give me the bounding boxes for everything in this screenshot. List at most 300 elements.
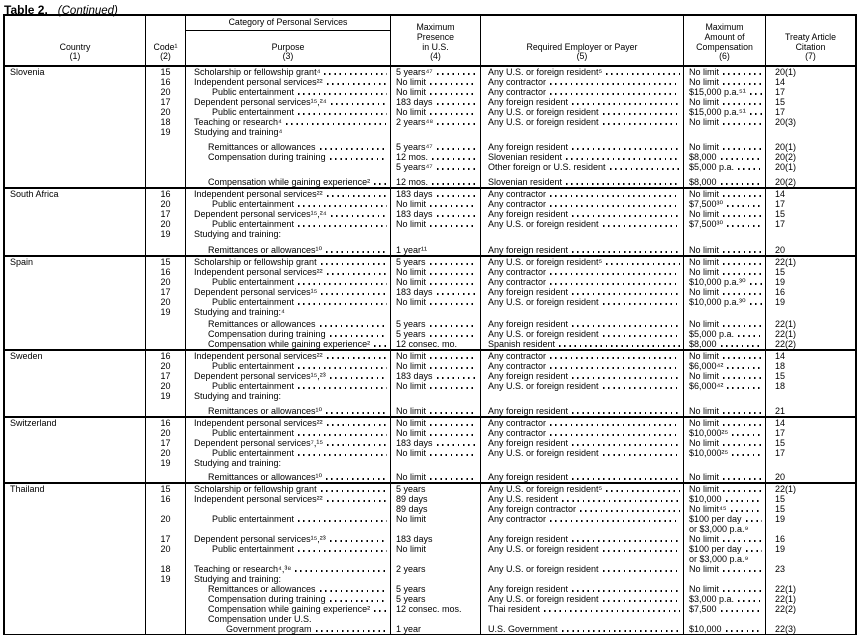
compensation-cell bbox=[683, 87, 765, 97]
table-row bbox=[5, 438, 855, 448]
presence-cell bbox=[390, 371, 480, 381]
cell-text: 20 bbox=[160, 87, 171, 97]
cell-text: 20 bbox=[160, 297, 171, 307]
section-south-africa bbox=[5, 187, 855, 255]
cell-text: $10,000 bbox=[689, 494, 722, 504]
payer-cell bbox=[480, 624, 683, 634]
cell-text: Any contractor bbox=[488, 267, 547, 277]
presence-cell bbox=[390, 257, 480, 267]
dot-leader bbox=[723, 444, 762, 445]
presence-cell bbox=[390, 624, 480, 634]
cell-text: 19 bbox=[160, 458, 171, 468]
citation-cell bbox=[765, 514, 855, 524]
cell-text: 12 consec. mos. bbox=[396, 604, 462, 614]
dot-leader bbox=[430, 303, 477, 304]
cell-text: No limit bbox=[396, 381, 427, 391]
presence-cell bbox=[390, 177, 480, 187]
citation-cell bbox=[765, 277, 855, 287]
dot-leader bbox=[330, 158, 387, 159]
cell-text: No limit bbox=[396, 77, 427, 87]
purpose-cell bbox=[185, 514, 390, 524]
code-cell bbox=[145, 574, 185, 584]
table-row bbox=[5, 329, 855, 339]
country-cell bbox=[5, 329, 145, 339]
table-title bbox=[0, 0, 859, 17]
table-title-prefix: Table 2. bbox=[4, 3, 48, 17]
citation-cell bbox=[765, 554, 855, 564]
cell-text: No limit bbox=[689, 97, 720, 107]
cell-text: No limit bbox=[689, 418, 720, 428]
header-presence bbox=[390, 16, 480, 65]
cell-text: 22(2) bbox=[775, 604, 797, 614]
country-cell bbox=[5, 142, 145, 152]
cell-text: No limit bbox=[689, 351, 720, 361]
header-country-label: Country bbox=[59, 41, 91, 52]
dot-leader bbox=[550, 205, 680, 206]
payer-cell bbox=[480, 406, 683, 416]
cell-text: South Africa bbox=[10, 189, 59, 199]
code-cell bbox=[145, 614, 185, 624]
purpose-cell bbox=[185, 177, 390, 187]
compensation-cell bbox=[683, 406, 765, 416]
dot-leader bbox=[437, 215, 477, 216]
header-purpose-num: (3) bbox=[282, 51, 294, 62]
table-row bbox=[5, 614, 855, 624]
header-presence-line2: Presence bbox=[416, 31, 455, 42]
cell-text: Public entertainment bbox=[212, 277, 295, 287]
table-row bbox=[5, 297, 855, 307]
cell-text: 20 bbox=[160, 361, 171, 371]
dot-leader bbox=[320, 590, 387, 591]
dot-leader bbox=[572, 251, 680, 252]
cell-text: Any foreign resident bbox=[488, 534, 569, 544]
country-cell bbox=[5, 287, 145, 297]
compensation-cell bbox=[683, 494, 765, 504]
cell-text: 5 years bbox=[396, 484, 426, 494]
cell-text: 19 bbox=[775, 544, 786, 554]
cell-text: 17 bbox=[160, 287, 171, 297]
purpose-cell bbox=[185, 484, 390, 494]
payer-cell bbox=[480, 584, 683, 594]
country-cell bbox=[5, 438, 145, 448]
cell-text: No limit bbox=[396, 448, 427, 458]
dot-leader bbox=[732, 434, 762, 435]
citation-cell bbox=[765, 534, 855, 544]
citation-cell bbox=[765, 245, 855, 255]
header-compensation-line3: Compensation bbox=[696, 41, 753, 52]
cell-text: 183 days bbox=[396, 189, 433, 199]
country-cell bbox=[5, 554, 145, 564]
dot-leader bbox=[603, 600, 680, 601]
citation-cell bbox=[765, 484, 855, 494]
dot-leader bbox=[298, 387, 387, 388]
compensation-cell bbox=[683, 472, 765, 482]
code-cell bbox=[145, 267, 185, 277]
cell-text: 16 bbox=[160, 267, 171, 277]
purpose-cell bbox=[185, 209, 390, 219]
cell-text: $10,000²⁵ bbox=[689, 428, 729, 438]
dot-leader bbox=[298, 225, 387, 226]
cell-text: Any contractor bbox=[488, 199, 547, 209]
presence-cell bbox=[390, 87, 480, 97]
purpose-cell bbox=[185, 152, 390, 162]
citation-cell bbox=[765, 77, 855, 87]
cell-text: 89 days bbox=[396, 494, 428, 504]
code-cell bbox=[145, 504, 185, 514]
cell-text: Public entertainment bbox=[212, 87, 295, 97]
cell-text: Studying and training⁴ bbox=[194, 127, 283, 137]
header-treaty-line2: Citation bbox=[795, 41, 826, 52]
dot-leader bbox=[295, 570, 387, 571]
dot-leader bbox=[726, 500, 762, 501]
cell-text: 1 year bbox=[396, 624, 422, 634]
country-cell bbox=[5, 87, 145, 97]
dot-leader bbox=[723, 148, 762, 149]
cell-text: Slovenian resident bbox=[488, 152, 563, 162]
table-row bbox=[5, 594, 855, 604]
cell-text: Any contractor bbox=[488, 361, 547, 371]
dot-leader bbox=[572, 103, 680, 104]
dot-leader bbox=[723, 103, 762, 104]
dot-leader bbox=[550, 93, 680, 94]
citation-cell bbox=[765, 67, 855, 77]
purpose-cell bbox=[185, 494, 390, 504]
table-row bbox=[5, 458, 855, 468]
presence-cell bbox=[390, 534, 480, 544]
cell-text: Scholarship or fellowship grant⁴ bbox=[194, 67, 321, 77]
dot-leader bbox=[298, 454, 387, 455]
cell-text: $6,000⁴² bbox=[689, 361, 724, 371]
section-thailand bbox=[5, 482, 855, 634]
purpose-cell bbox=[185, 448, 390, 458]
dot-leader bbox=[324, 73, 387, 74]
country-cell bbox=[5, 584, 145, 594]
cell-text: Scholarship or fellowship grant bbox=[194, 484, 317, 494]
table-row bbox=[5, 162, 855, 172]
country-cell bbox=[5, 494, 145, 504]
payer-cell bbox=[480, 438, 683, 448]
cell-text: No limit bbox=[689, 245, 720, 255]
dot-leader bbox=[550, 520, 680, 521]
cell-text: 20 bbox=[160, 107, 171, 117]
dot-leader bbox=[562, 500, 680, 501]
presence-cell bbox=[390, 524, 480, 534]
code-cell bbox=[145, 458, 185, 468]
citation-cell bbox=[765, 406, 855, 416]
dot-leader bbox=[723, 251, 762, 252]
dot-leader bbox=[603, 550, 680, 551]
country-cell bbox=[5, 219, 145, 229]
table-title-continued: (Continued) bbox=[57, 5, 118, 17]
code-cell bbox=[145, 391, 185, 401]
payer-cell bbox=[480, 391, 683, 401]
purpose-cell bbox=[185, 584, 390, 594]
dot-leader bbox=[321, 263, 387, 264]
table-row bbox=[5, 574, 855, 584]
presence-cell bbox=[390, 97, 480, 107]
dot-leader bbox=[572, 412, 680, 413]
code-cell bbox=[145, 257, 185, 267]
cell-text: No limit bbox=[396, 361, 427, 371]
cell-text: 19 bbox=[775, 297, 786, 307]
citation-cell bbox=[765, 339, 855, 349]
cell-text: 17 bbox=[160, 209, 171, 219]
dot-leader bbox=[430, 454, 477, 455]
cell-text: 5 years⁴⁷ bbox=[396, 67, 433, 77]
citation-cell bbox=[765, 329, 855, 339]
cell-text: Dependent personal services¹⁵,²⁴ bbox=[194, 97, 327, 107]
compensation-cell bbox=[683, 307, 765, 317]
presence-cell bbox=[390, 504, 480, 514]
cell-text: Dependent personal services¹⁵,²⁴ bbox=[194, 209, 327, 219]
dot-leader bbox=[550, 195, 680, 196]
code-cell bbox=[145, 361, 185, 371]
dot-leader bbox=[572, 148, 680, 149]
dot-leader bbox=[327, 357, 387, 358]
cell-text: 20 bbox=[160, 428, 171, 438]
purpose-cell bbox=[185, 277, 390, 287]
cell-text: Any foreign resident bbox=[488, 142, 569, 152]
dot-leader bbox=[550, 83, 680, 84]
cell-text: Studying and training: bbox=[194, 458, 282, 468]
dot-leader bbox=[430, 335, 477, 336]
code-cell bbox=[145, 152, 185, 162]
purpose-cell bbox=[185, 391, 390, 401]
cell-text: Any foreign resident bbox=[488, 97, 569, 107]
citation-cell bbox=[765, 297, 855, 307]
cell-text: 17 bbox=[160, 371, 171, 381]
cell-text: 22(1) bbox=[775, 257, 797, 267]
cell-text: Any U.S. or foreign resident bbox=[488, 107, 599, 117]
cell-text: Sweden bbox=[10, 351, 43, 361]
citation-cell bbox=[765, 87, 855, 97]
table-row bbox=[5, 564, 855, 574]
dot-leader bbox=[603, 123, 680, 124]
country-cell bbox=[5, 406, 145, 416]
compensation-cell bbox=[683, 107, 765, 117]
dot-leader bbox=[731, 510, 762, 511]
code-cell bbox=[145, 339, 185, 349]
cell-text: Independent personal services²² bbox=[194, 77, 323, 87]
cell-text: Remittances or allowances¹⁰ bbox=[208, 472, 323, 482]
purpose-cell bbox=[185, 117, 390, 127]
cell-text: Scholarship or fellowship grant bbox=[194, 257, 317, 267]
dot-leader bbox=[437, 73, 477, 74]
presence-cell bbox=[390, 418, 480, 428]
code-cell bbox=[145, 117, 185, 127]
cell-text: Spanish resident bbox=[488, 339, 556, 349]
dot-leader bbox=[430, 367, 477, 368]
presence-cell bbox=[390, 277, 480, 287]
dot-leader bbox=[723, 83, 762, 84]
citation-cell bbox=[765, 472, 855, 482]
cell-text: 20(1) bbox=[775, 142, 797, 152]
presence-cell bbox=[390, 67, 480, 77]
dot-leader bbox=[430, 205, 477, 206]
dot-leader bbox=[750, 113, 762, 114]
dot-leader bbox=[430, 283, 477, 284]
dot-leader bbox=[559, 345, 680, 346]
purpose-cell bbox=[185, 87, 390, 97]
cell-text: 15 bbox=[775, 209, 786, 219]
dot-leader bbox=[606, 263, 680, 264]
cell-text: 5 years bbox=[396, 594, 426, 604]
country-cell bbox=[5, 458, 145, 468]
payer-cell bbox=[480, 329, 683, 339]
cell-text: 20 bbox=[775, 245, 786, 255]
cell-text: Studying and training: bbox=[194, 391, 282, 401]
cell-text: Slovenian resident bbox=[488, 177, 563, 187]
cell-text: No limit⁴⁵ bbox=[689, 504, 727, 514]
dot-leader bbox=[723, 215, 762, 216]
cell-text: $10,000 p.a.³⁰ bbox=[689, 277, 746, 287]
citation-cell bbox=[765, 219, 855, 229]
cell-text: No limit bbox=[396, 351, 427, 361]
purpose-cell bbox=[185, 257, 390, 267]
compensation-cell bbox=[683, 162, 765, 172]
citation-cell bbox=[765, 142, 855, 152]
country-cell bbox=[5, 77, 145, 87]
payer-cell bbox=[480, 87, 683, 97]
purpose-cell bbox=[185, 438, 390, 448]
header-presence-line1: Maximum bbox=[416, 22, 455, 33]
cell-text: 17 bbox=[160, 438, 171, 448]
dot-leader bbox=[320, 148, 387, 149]
cell-text: 15 bbox=[775, 494, 786, 504]
payer-cell bbox=[480, 524, 683, 534]
citation-cell bbox=[765, 564, 855, 574]
table-row bbox=[5, 277, 855, 287]
dot-leader bbox=[327, 195, 387, 196]
presence-cell bbox=[390, 448, 480, 458]
table-row bbox=[5, 257, 855, 267]
payer-cell bbox=[480, 564, 683, 574]
cell-text: No limit bbox=[396, 428, 427, 438]
purpose-cell bbox=[185, 472, 390, 482]
cell-text: Independent personal services²² bbox=[194, 267, 323, 277]
cell-text: Remittances or allowances bbox=[208, 319, 316, 329]
payer-cell bbox=[480, 287, 683, 297]
cell-text: 14 bbox=[775, 77, 786, 87]
payer-cell bbox=[480, 142, 683, 152]
presence-cell bbox=[390, 554, 480, 564]
code-cell bbox=[145, 524, 185, 534]
purpose-cell bbox=[185, 534, 390, 544]
country-cell bbox=[5, 514, 145, 524]
cell-text: 22(1) bbox=[775, 484, 797, 494]
cell-text: 19 bbox=[160, 127, 171, 137]
cell-text: 17 bbox=[775, 428, 786, 438]
dot-leader bbox=[603, 570, 680, 571]
compensation-cell bbox=[683, 504, 765, 514]
table-row bbox=[5, 127, 855, 137]
header-purpose-label: Purpose bbox=[271, 41, 305, 52]
payer-cell bbox=[480, 594, 683, 604]
header-country-num: (1) bbox=[69, 51, 81, 62]
cell-text: Public entertainment bbox=[212, 514, 295, 524]
cell-text: No limit bbox=[396, 199, 427, 209]
dot-leader bbox=[327, 83, 387, 84]
cell-text: Slovenia bbox=[10, 67, 45, 77]
dot-leader bbox=[723, 293, 762, 294]
cell-text: No limit bbox=[689, 584, 720, 594]
cell-text: 16 bbox=[160, 77, 171, 87]
cell-text: Any foreign resident bbox=[488, 472, 569, 482]
dot-leader bbox=[746, 550, 762, 551]
country-cell bbox=[5, 117, 145, 127]
dot-leader bbox=[723, 273, 762, 274]
cell-text: No limit bbox=[396, 406, 427, 416]
compensation-cell bbox=[683, 209, 765, 219]
presence-cell bbox=[390, 142, 480, 152]
code-cell bbox=[145, 484, 185, 494]
cell-text: 16 bbox=[160, 351, 171, 361]
cell-text: $15,000 p.a.⁵¹ bbox=[689, 87, 746, 97]
cell-text: Teaching or research⁴ bbox=[194, 117, 282, 127]
dot-leader bbox=[298, 283, 387, 284]
cell-text: 5 years bbox=[396, 257, 426, 267]
presence-cell bbox=[390, 514, 480, 524]
code-cell bbox=[145, 219, 185, 229]
purpose-cell bbox=[185, 339, 390, 349]
payer-cell bbox=[480, 418, 683, 428]
cell-text: Independent personal services²² bbox=[194, 418, 323, 428]
table-row bbox=[5, 229, 855, 239]
country-cell bbox=[5, 199, 145, 209]
payer-cell bbox=[480, 97, 683, 107]
country-cell bbox=[5, 267, 145, 277]
dot-leader bbox=[432, 158, 477, 159]
code-cell bbox=[145, 87, 185, 97]
purpose-cell bbox=[185, 307, 390, 317]
citation-cell bbox=[765, 584, 855, 594]
country-cell bbox=[5, 361, 145, 371]
table-row bbox=[5, 307, 855, 317]
cell-text: Any U.S. or foreign resident bbox=[488, 544, 599, 554]
country-cell bbox=[5, 152, 145, 162]
citation-cell bbox=[765, 189, 855, 199]
cell-text: No limit bbox=[689, 287, 720, 297]
dot-leader bbox=[738, 335, 762, 336]
dot-leader bbox=[723, 490, 762, 491]
dot-leader bbox=[572, 215, 680, 216]
dot-leader bbox=[603, 113, 680, 114]
compensation-cell bbox=[683, 574, 765, 584]
compensation-cell bbox=[683, 624, 765, 634]
dot-leader bbox=[430, 113, 477, 114]
header-compensation-line2: Amount of bbox=[704, 31, 745, 42]
dot-leader bbox=[430, 83, 477, 84]
payer-cell bbox=[480, 257, 683, 267]
table-row bbox=[5, 544, 855, 554]
cell-text: No limit bbox=[689, 267, 720, 277]
compensation-cell bbox=[683, 229, 765, 239]
presence-cell bbox=[390, 484, 480, 494]
presence-cell bbox=[390, 199, 480, 209]
dot-leader bbox=[727, 367, 762, 368]
code-cell bbox=[145, 604, 185, 614]
payer-cell bbox=[480, 127, 683, 137]
table-row bbox=[5, 87, 855, 97]
citation-cell bbox=[765, 438, 855, 448]
dot-leader bbox=[298, 520, 387, 521]
code-cell bbox=[145, 307, 185, 317]
cell-text: 12 mos. bbox=[396, 177, 429, 187]
cell-text: 15 bbox=[160, 67, 171, 77]
dot-leader bbox=[430, 263, 477, 264]
presence-cell bbox=[390, 472, 480, 482]
code-cell bbox=[145, 67, 185, 77]
